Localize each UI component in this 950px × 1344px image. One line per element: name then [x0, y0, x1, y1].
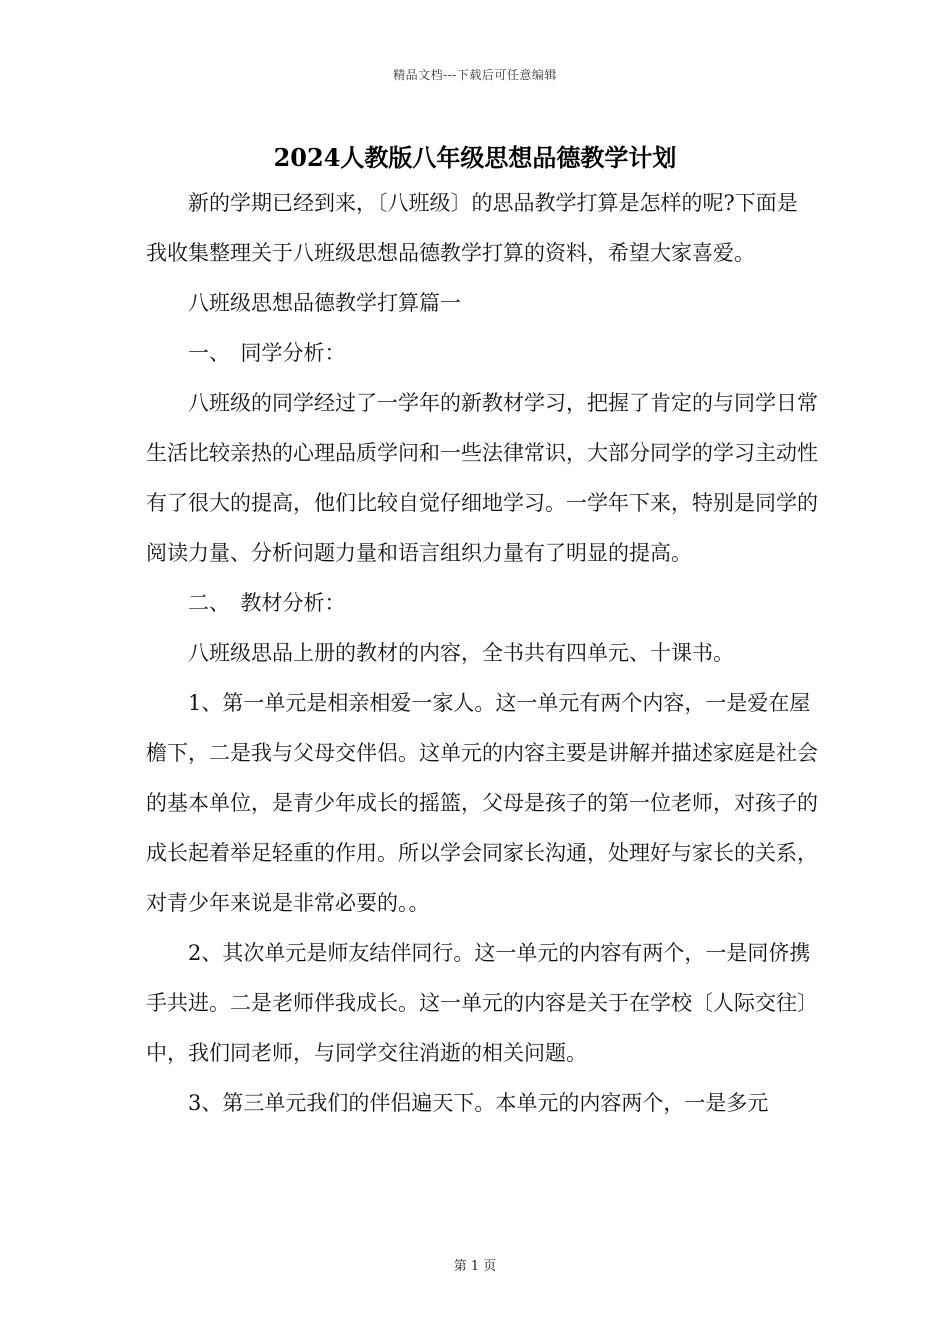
paragraph-intro: 新的学期已经到来，〔八班级〕的思品教学打算是怎样的呢?下面是我收集整理关于八班级思想品德教学打算的资料，希望大家喜爱。 — [146, 191, 798, 265]
paragraph-unit-1: 1、第一单元是相亲相爱一家人。这一单元有两个内容，一是爱在屋檐下，二是我与父母交伴侣。这单元的内容主要是讲解并描述家庭是社会的基本单位，是青少年成长的摇篮，父母是孩子的第一位老师，对孩子的成长起着举足轻重的作用。所以学会同家长沟通，处理好与家长的关系，对青少年来说是非常必要的。。 — [146, 691, 818, 915]
page-number: 第 1 页 — [453, 1259, 497, 1274]
paragraph-unit-2: 2、其次单元是师友结伴同行。这一单元的内容有两个，一是同侪携手共进。二是老师伴我成长。这一单元的内容是关于在学校〔人际交往〕中，我们同老师，与同学交往消逝的相关问题。 — [146, 941, 818, 1065]
document-body — [146, 178, 818, 1128]
paragraph-section-heading: 八班级思想品德教学打算篇一 — [188, 291, 461, 315]
paragraph-students-analysis: 八班级的同学经过了一学年的新教材学习，把握了肯定的与同学日常生活比较亲热的心理品质学问和一些法律常识，大部分同学的学习主动性有了很大的提高，他们比较自觉仔细地学习。一学年下来，特别是同学的阅读力量、分析问题力量和语言组织力量有了明显的提高。 — [146, 391, 818, 565]
paragraph-textbook-overview: 八班级思品上册的教材的内容，全书共有四单元、十课书。 — [188, 641, 734, 665]
document-title: 2024人教版八年级思想品德教学计划 — [273, 143, 677, 172]
header-note: 精品文档---下载后可任意编辑 — [393, 68, 557, 82]
paragraph-heading-students: 一、 同学分析： — [188, 341, 346, 365]
paragraph-unit-3: 3、第三单元我们的伴侣遍天下。本单元的内容两个，一是多元 — [188, 1091, 769, 1115]
paragraph-heading-textbook: 二、 教材分析： — [188, 591, 346, 615]
